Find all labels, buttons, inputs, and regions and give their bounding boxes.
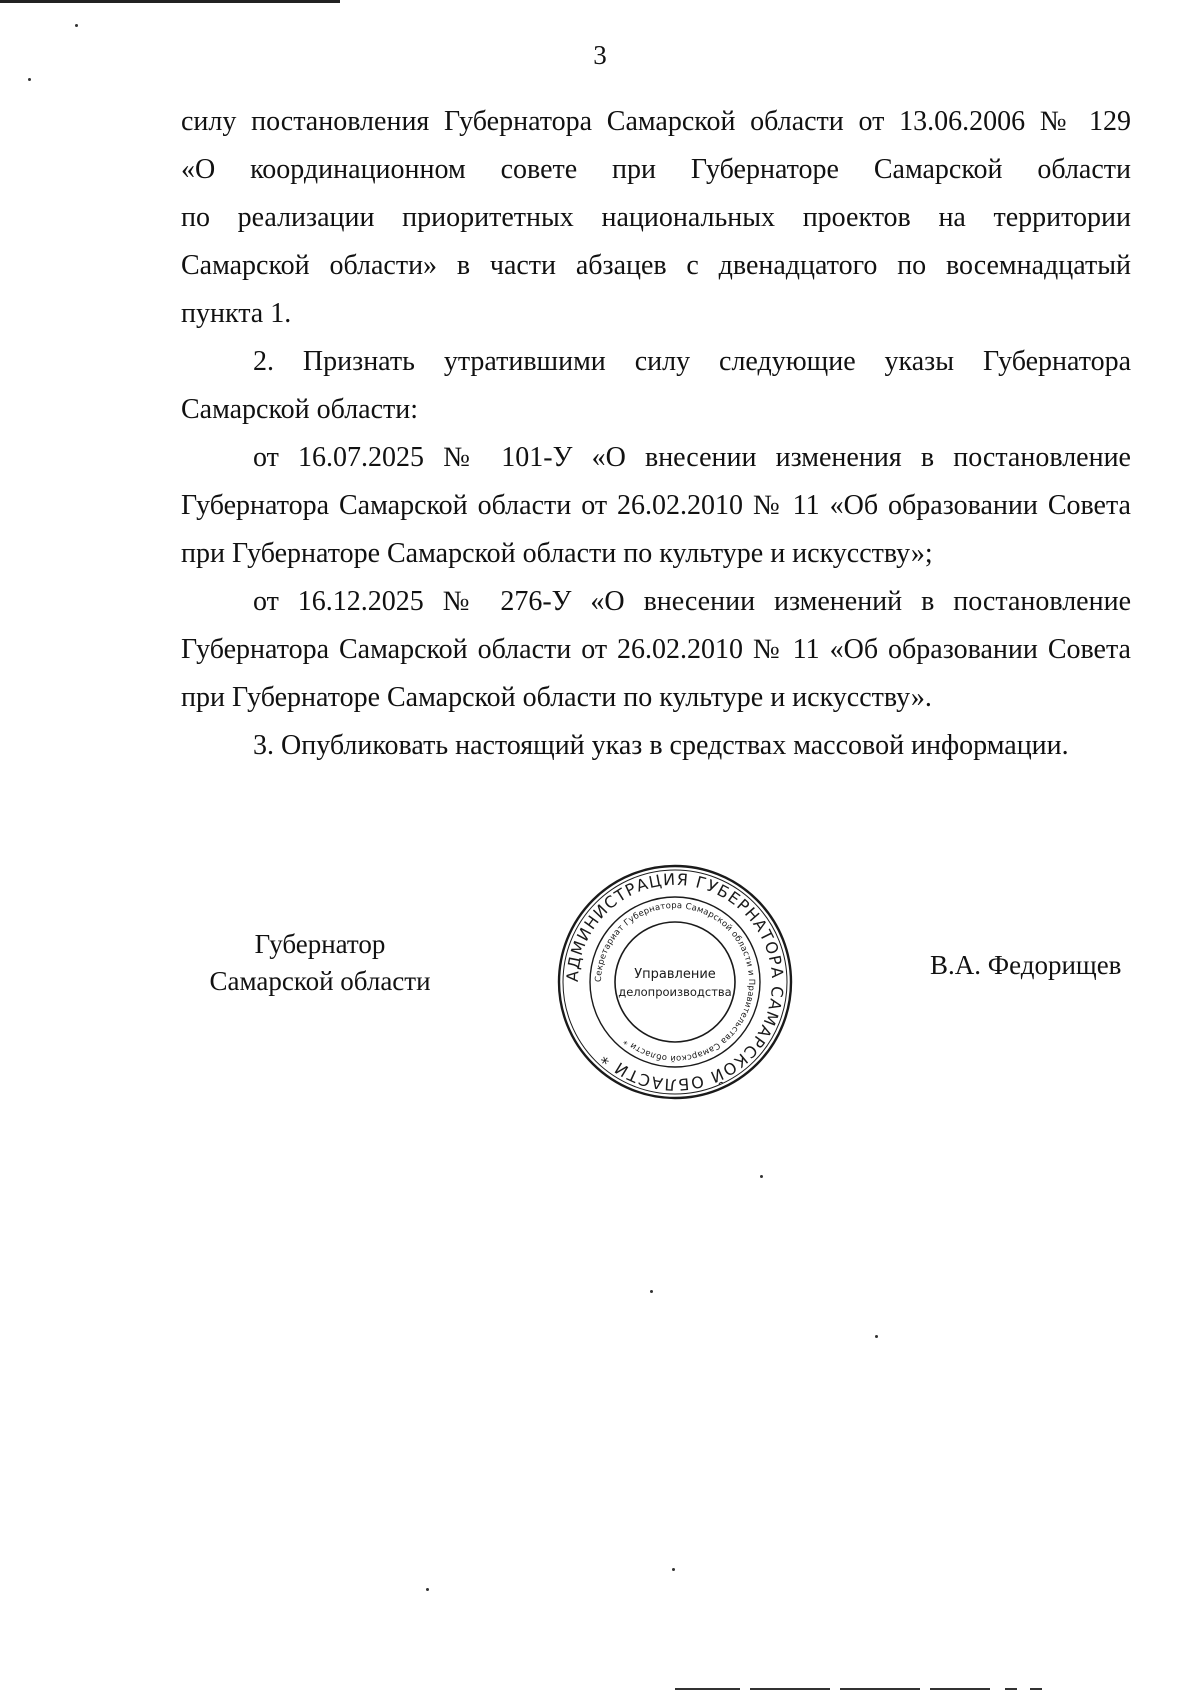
signatory-position-line-2: Самарской области xyxy=(209,966,431,996)
seal-outer-ring-textpath: АДМИНИСТРАЦИЯ ГУБЕРНАТОРА САМАРСКОЙ ОБЛАСТИ * xyxy=(562,869,788,1095)
scan-speck xyxy=(28,78,31,81)
signatory-position xyxy=(195,926,445,1000)
scan-edge-line xyxy=(0,0,340,3)
seal-inner-circle xyxy=(615,922,735,1042)
seal-center-line-2: делопроизводства xyxy=(618,985,732,999)
paragraph-1-line-2: «О координационном совете при Губернаторе Самарской области xyxy=(181,154,1131,185)
scan-edge-dash xyxy=(840,1688,920,1690)
scan-speck xyxy=(760,1175,763,1178)
scan-edge-dash xyxy=(930,1688,990,1690)
scan-speck xyxy=(650,1290,653,1293)
scan-edge-dash xyxy=(1005,1688,1017,1690)
seal-center-line-1: Управление xyxy=(634,967,716,982)
seal-outer-circle xyxy=(559,866,791,1098)
paragraph-3: от 16.07.2025 № 101-У «О внесении изменения в постановление Губернатора Самарской области от 26.02.2010 № 11 «Об образовании Совета при Губернаторе Самарской области по культуре и искусству»; xyxy=(181,442,1131,569)
seal-inner-ring-textpath: Секретариат Губернатора Самарской области и Правительства Самарской области * xyxy=(593,900,757,1064)
scan-edge-dash xyxy=(675,1688,740,1690)
paragraph-1-line-5: пункта 1. xyxy=(181,298,292,329)
scan-speck xyxy=(75,24,78,27)
scan-speck xyxy=(875,1335,878,1338)
page-number: 3 xyxy=(593,40,607,70)
paragraph-4: от 16.12.2025 № 276-У «О внесении изменений в постановление Губернатора Самарской области от 26.02.2010 № 11 «Об образовании Совета при Губернаторе Самарской области по культуре и искусству». xyxy=(181,586,1131,713)
scan-speck xyxy=(672,1568,675,1571)
paragraph-1-line-4: Самарской области» в части абзацев с двенадцатого по восемнадцатый xyxy=(181,250,1131,281)
seal-inner-ring-text xyxy=(594,901,756,1063)
document-body xyxy=(181,98,1131,770)
signatory-position-line-1: Губернатор xyxy=(254,929,386,959)
paragraph-5: 3. Опубликовать настоящий указ в средствах массовой информации. xyxy=(253,730,1069,761)
paragraph-1-line-3: по реализации приоритетных национальных проектов на территории xyxy=(181,202,1131,233)
scan-edge-dash xyxy=(750,1688,830,1690)
scan-edge-dash xyxy=(1030,1688,1042,1690)
scan-speck xyxy=(426,1588,429,1591)
paragraph-1-line-1: силу постановления Губернатора Самарской области от 13.06.2006 № 129 xyxy=(181,106,1131,137)
signatory-name: В.А. Федорищев xyxy=(930,950,1122,980)
paragraph-2: 2. Признать утратившими силу следующие указы Губернатора Самарской области: xyxy=(181,346,1131,425)
official-seal xyxy=(555,862,795,1102)
